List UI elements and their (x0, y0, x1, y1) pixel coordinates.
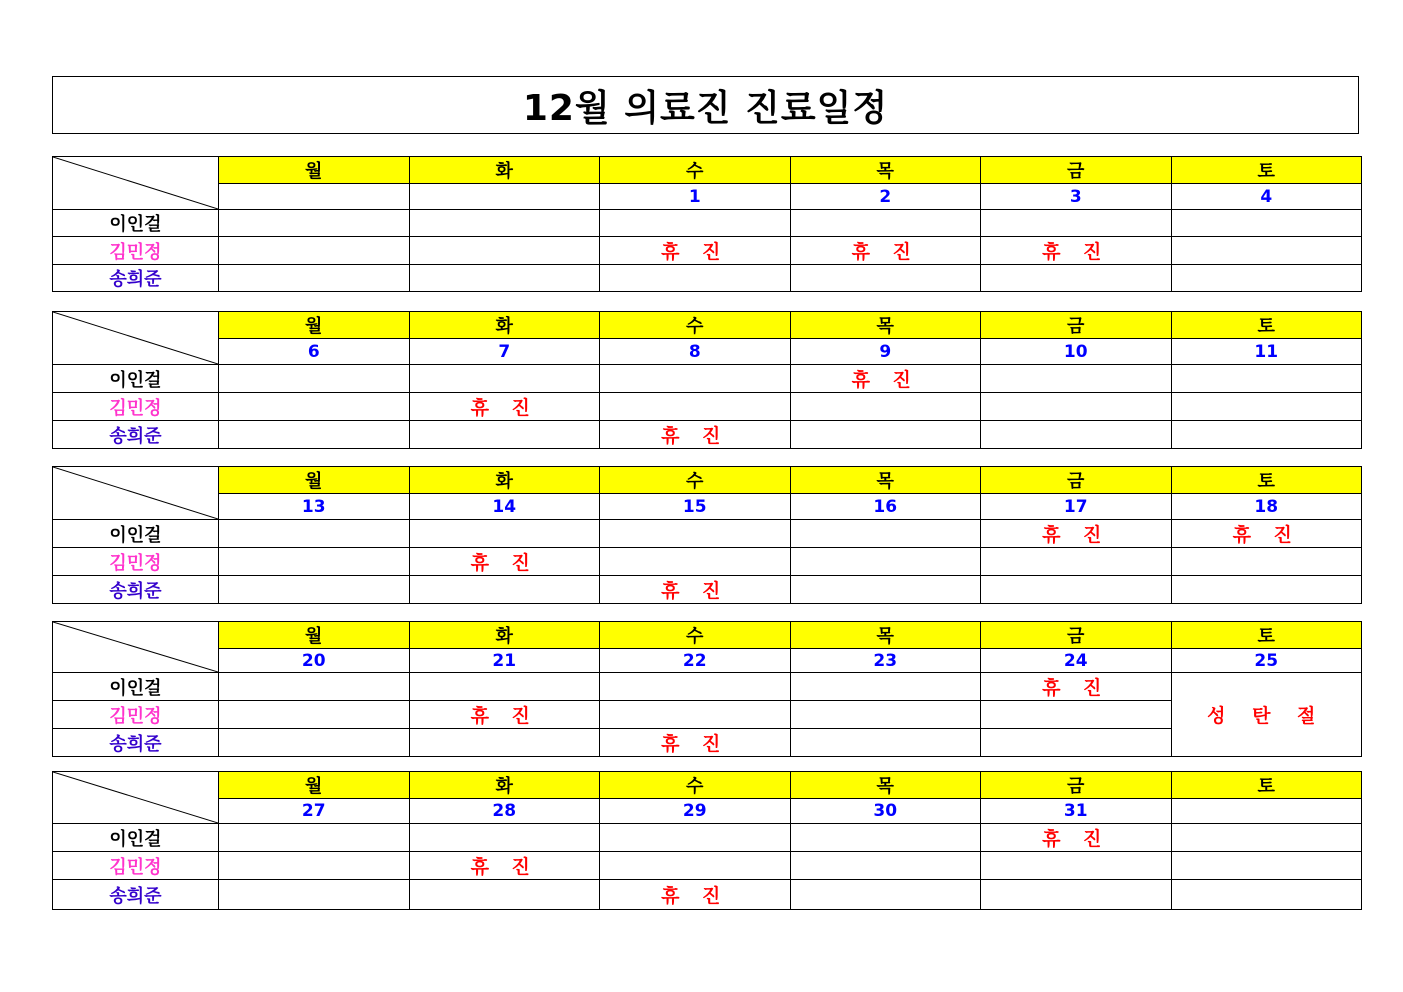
doctor-name: 이인걸 (53, 520, 219, 548)
schedule-cell (790, 265, 981, 292)
schedule-cell (1171, 210, 1362, 237)
schedule-cell (219, 880, 410, 910)
schedule-cell (790, 880, 981, 910)
schedule-cell (219, 421, 410, 449)
schedule-cell: 휴 진 (409, 548, 600, 576)
schedule-cell (600, 265, 791, 292)
schedule-cell (219, 393, 410, 421)
holiday-label: 성 탄 절 (1171, 673, 1362, 757)
schedule-cell (219, 210, 410, 237)
schedule-cell (409, 421, 600, 449)
schedule-cell (219, 673, 410, 701)
schedule-cell (219, 729, 410, 757)
weekday-header: 화 (409, 622, 600, 649)
week-table (52, 771, 1362, 910)
date-cell: 17 (981, 494, 1172, 520)
weekday-header: 토 (1171, 312, 1362, 339)
date-cell: 31 (981, 799, 1172, 824)
doctor-name: 송희준 (53, 729, 219, 757)
doctor-name: 이인걸 (53, 824, 219, 852)
schedule-cell: 휴 진 (1171, 520, 1362, 548)
schedule-cell: 휴 진 (600, 237, 791, 265)
weekday-header: 수 (600, 467, 791, 494)
schedule-cell (219, 520, 410, 548)
weekday-header: 목 (790, 467, 981, 494)
doctor-name: 이인걸 (53, 673, 219, 701)
schedule-cell (600, 520, 791, 548)
date-cell: 16 (790, 494, 981, 520)
date-cell: 3 (981, 184, 1172, 210)
schedule-cell (409, 576, 600, 604)
week-table (52, 311, 1362, 449)
schedule-cell (409, 824, 600, 852)
date-cell: 22 (600, 649, 791, 673)
schedule-cell (790, 673, 981, 701)
corner-cell (53, 467, 219, 520)
doctor-name: 김민정 (53, 237, 219, 265)
diagonal-line (53, 157, 218, 209)
schedule-cell (1171, 237, 1362, 265)
corner-cell (53, 157, 219, 210)
weekday-header: 토 (1171, 772, 1362, 799)
weekday-header: 수 (600, 312, 791, 339)
weekday-header: 목 (790, 772, 981, 799)
schedule-title (52, 76, 1359, 134)
doctor-name: 김민정 (53, 701, 219, 729)
schedule-cell (981, 548, 1172, 576)
schedule-cell (1171, 365, 1362, 393)
schedule-cell: 휴 진 (600, 880, 791, 910)
schedule-cell (600, 824, 791, 852)
schedule-cell (409, 265, 600, 292)
week-table (52, 466, 1362, 604)
weekday-header: 월 (219, 467, 410, 494)
week-table (52, 621, 1362, 757)
weekday-header: 금 (981, 157, 1172, 184)
date-cell: 25 (1171, 649, 1362, 673)
weekday-header: 토 (1171, 467, 1362, 494)
doctor-name: 송희준 (53, 265, 219, 292)
schedule-cell (981, 210, 1172, 237)
date-cell: 30 (790, 799, 981, 824)
date-cell: 7 (409, 339, 600, 365)
date-cell: 1 (600, 184, 791, 210)
weekday-header: 금 (981, 622, 1172, 649)
date-cell: 27 (219, 799, 410, 824)
schedule-cell (600, 548, 791, 576)
schedule-cell (409, 520, 600, 548)
schedule-cell (981, 421, 1172, 449)
schedule-cell (790, 393, 981, 421)
schedule-cell: 휴 진 (981, 237, 1172, 265)
schedule-cell (409, 729, 600, 757)
schedule-cell (600, 393, 791, 421)
diagonal-line (53, 312, 218, 364)
schedule-cell (981, 365, 1172, 393)
schedule-cell: 휴 진 (409, 701, 600, 729)
schedule-cell: 휴 진 (790, 237, 981, 265)
date-cell: 21 (409, 649, 600, 673)
schedule-cell (409, 210, 600, 237)
schedule-cell (1171, 548, 1362, 576)
schedule-cell (790, 210, 981, 237)
date-cell: 8 (600, 339, 791, 365)
diagonal-line (53, 467, 218, 519)
schedule-cell (1171, 824, 1362, 852)
schedule-cell (790, 520, 981, 548)
schedule-cell (409, 237, 600, 265)
date-cell (1171, 799, 1362, 824)
date-cell (219, 184, 410, 210)
date-cell: 13 (219, 494, 410, 520)
schedule-cell (981, 701, 1172, 729)
schedule-cell (409, 673, 600, 701)
schedule-cell (981, 393, 1172, 421)
corner-cell (53, 312, 219, 365)
diagonal-line (53, 772, 218, 823)
weekday-header: 목 (790, 622, 981, 649)
weekday-header: 수 (600, 622, 791, 649)
date-cell: 15 (600, 494, 791, 520)
doctor-name: 송희준 (53, 880, 219, 910)
schedule-cell (219, 701, 410, 729)
weekday-header: 월 (219, 772, 410, 799)
schedule-cell (600, 365, 791, 393)
date-cell: 4 (1171, 184, 1362, 210)
doctor-name: 김민정 (53, 393, 219, 421)
date-cell: 20 (219, 649, 410, 673)
date-cell: 29 (600, 799, 791, 824)
weekday-header: 목 (790, 157, 981, 184)
schedule-cell: 휴 진 (790, 365, 981, 393)
schedule-cell (981, 729, 1172, 757)
date-cell: 18 (1171, 494, 1362, 520)
date-cell: 6 (219, 339, 410, 365)
schedule-cell (790, 576, 981, 604)
weekday-header: 화 (409, 467, 600, 494)
weekday-header: 월 (219, 157, 410, 184)
weekday-header: 화 (409, 157, 600, 184)
weekday-header: 수 (600, 157, 791, 184)
schedule-cell (790, 421, 981, 449)
schedule-cell: 휴 진 (981, 520, 1172, 548)
weekday-header: 금 (981, 772, 1172, 799)
schedule-cell (219, 365, 410, 393)
schedule-cell: 휴 진 (409, 852, 600, 880)
doctor-name: 송희준 (53, 576, 219, 604)
weekday-header: 금 (981, 312, 1172, 339)
weekday-header: 토 (1171, 157, 1362, 184)
doctor-name: 김민정 (53, 852, 219, 880)
schedule-cell (790, 729, 981, 757)
date-cell (409, 184, 600, 210)
schedule-cell (790, 824, 981, 852)
date-cell: 14 (409, 494, 600, 520)
schedule-cell (219, 852, 410, 880)
date-cell: 28 (409, 799, 600, 824)
weekday-header: 금 (981, 467, 1172, 494)
schedule-cell: 휴 진 (409, 393, 600, 421)
schedule-cell: 휴 진 (600, 576, 791, 604)
schedule-cell (600, 673, 791, 701)
schedule-cell (981, 880, 1172, 910)
date-cell: 9 (790, 339, 981, 365)
schedule-cell (981, 265, 1172, 292)
schedule-cell (219, 237, 410, 265)
corner-cell (53, 622, 219, 673)
schedule-cell (219, 824, 410, 852)
schedule-cell (600, 701, 791, 729)
weekday-header: 화 (409, 772, 600, 799)
schedule-cell (1171, 576, 1362, 604)
doctor-name: 이인걸 (53, 365, 219, 393)
schedule-cell (600, 852, 791, 880)
weekday-header: 화 (409, 312, 600, 339)
schedule-cell (600, 210, 791, 237)
doctor-name: 송희준 (53, 421, 219, 449)
page-title: 12월 의료진 진료일정 (522, 87, 889, 129)
schedule-cell (981, 852, 1172, 880)
schedule-cell (1171, 421, 1362, 449)
schedule-cell (219, 576, 410, 604)
schedule-cell (219, 548, 410, 576)
schedule-cell (1171, 393, 1362, 421)
date-cell: 23 (790, 649, 981, 673)
weekday-header: 월 (219, 622, 410, 649)
schedule-cell (790, 701, 981, 729)
schedule-cell: 휴 진 (981, 673, 1172, 701)
schedule-cell (1171, 265, 1362, 292)
schedule-cell (409, 880, 600, 910)
schedule-cell (981, 576, 1172, 604)
weekday-header: 수 (600, 772, 791, 799)
weekday-header: 목 (790, 312, 981, 339)
week-table (52, 156, 1362, 292)
schedule-cell: 휴 진 (600, 421, 791, 449)
doctor-name: 이인걸 (53, 210, 219, 237)
schedule-cell (790, 548, 981, 576)
schedule-cell (790, 852, 981, 880)
schedule-cell (219, 265, 410, 292)
date-cell: 11 (1171, 339, 1362, 365)
diagonal-line (53, 622, 218, 672)
schedule-cell: 휴 진 (981, 824, 1172, 852)
schedule-cell (1171, 852, 1362, 880)
schedule-cell (1171, 880, 1362, 910)
weekday-header: 월 (219, 312, 410, 339)
date-cell: 24 (981, 649, 1172, 673)
schedule-cell (409, 365, 600, 393)
date-cell: 2 (790, 184, 981, 210)
schedule-cell: 휴 진 (600, 729, 791, 757)
doctor-name: 김민정 (53, 548, 219, 576)
weekday-header: 토 (1171, 622, 1362, 649)
corner-cell (53, 772, 219, 824)
date-cell: 10 (981, 339, 1172, 365)
